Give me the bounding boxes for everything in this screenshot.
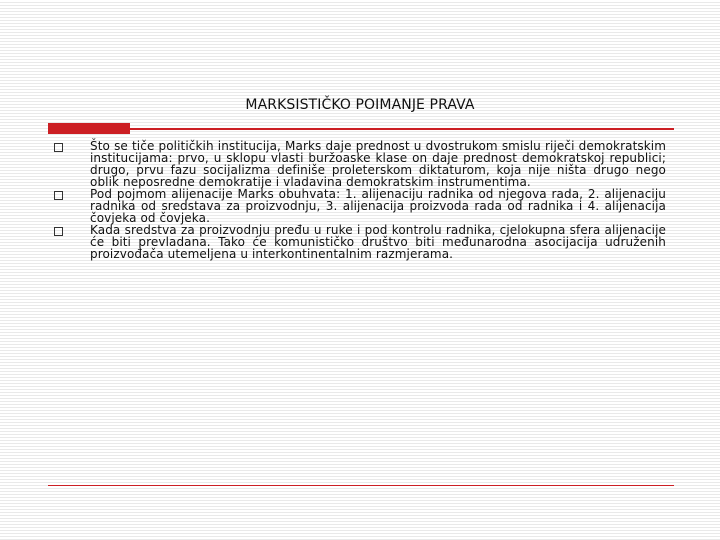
title-rule-line (130, 128, 674, 130)
bullet-item (54, 140, 666, 188)
slide-title: MARKSISTIČKO POIMANJE PRAVA (245, 97, 475, 113)
bullet-item (54, 224, 666, 260)
bullet-text: Pod pojmom alijenacije Marks obuhvata: 1. alijenaciju radnika od njegova rada, 2. alijenaciju radnika od sredstava za proizvodnju, 3. alijenacija proizvoda rada od radnika i 4. alijenacija čovjeka od čovjeka. (90, 187, 666, 225)
hollow-square-bullet-icon (54, 227, 63, 236)
hollow-square-bullet-icon (54, 143, 63, 152)
footer-rule-line (48, 485, 674, 486)
bullet-item (54, 188, 666, 224)
title-accent-bar (48, 123, 130, 134)
bullet-list (54, 140, 666, 260)
bullet-text: Što se tiče političkih institucija, Marks daje prednost u dvostrukom smislu riječi demokratskim institucijama: prvo, u sklopu vlasti buržoaske klase on daje prednost demokratskoj republici; drugo, prvu fazu socijalizma definiše proleterskom diktaturom, koja nije ništa drugo nego oblik neposredne demokratije i vladavina demokratskim instrumentima. (90, 139, 666, 189)
hollow-square-bullet-icon (54, 191, 63, 200)
bullet-text: Kada sredstva za proizvodnju pređu u ruke i pod kontrolu radnika, cjelokupna sfera alijenacije će biti prevladana. Tako će komunističko društvo biti međunarodna asocijacija udruženih proizvođača utemeljena u interkontinentalnim razmjerama. (90, 223, 666, 261)
